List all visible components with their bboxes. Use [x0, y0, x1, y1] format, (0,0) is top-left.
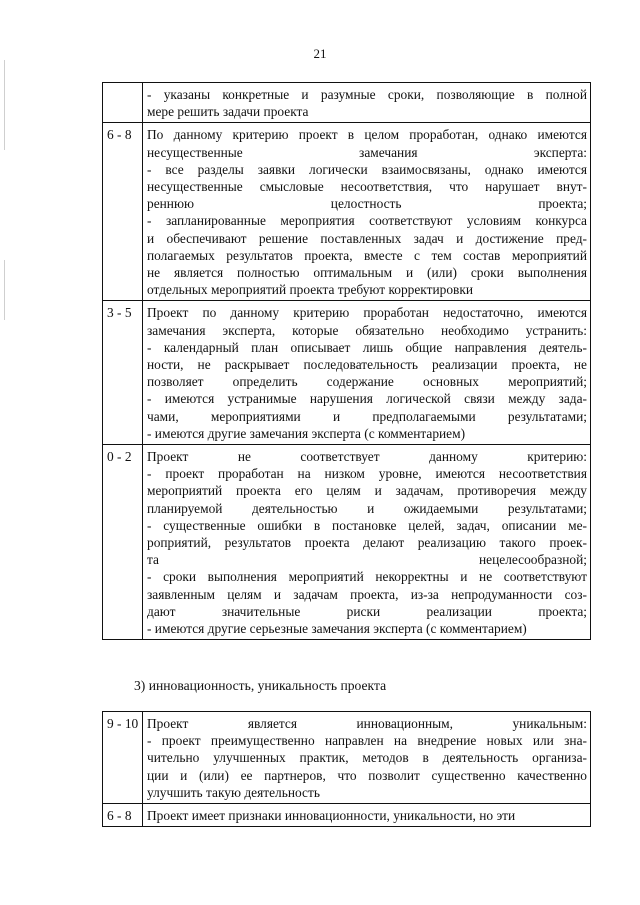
score-cell: 6 - 8: [103, 804, 143, 827]
description-line: мероприятий проекта его целям и задачам, противоречия между: [147, 483, 587, 499]
score-cell: 6 - 8: [103, 123, 143, 301]
description-cell: [143, 83, 591, 123]
description-line: Проект имеет признаки инновационности, уникальности, но эти: [147, 808, 516, 824]
table-row: [103, 712, 591, 804]
criteria-table-innovation: [102, 711, 591, 827]
description-line: та нецелесообразной;: [147, 552, 587, 568]
description-line: полагаемых результатов проекта, вместе с тем состав мероприятий: [147, 247, 587, 263]
scan-edge-mark: [4, 260, 5, 320]
description-line: несущественные смысловые несоответствия, что нарушает внут-: [147, 179, 587, 195]
description-line: - сроки выполнения мероприятий некорректны и не соответствуют: [147, 569, 587, 585]
page-number: 21: [313, 46, 327, 61]
description-line: - проект проработан на низком уровне, имеются несоответствия: [147, 466, 587, 482]
description-line: - существенные ошибки в постановке целей, задач, описании ме-: [147, 517, 587, 533]
description-line: замечания эксперта, которые обязательно необходимо устранить:: [147, 322, 587, 338]
score-cell: 0 - 2: [103, 445, 143, 640]
description-line: Проект является инновационным, уникальным:: [147, 716, 587, 731]
description-cell: [143, 123, 591, 301]
description-line: заявленным целям и задачам проекта, из-за непродуманности соз-: [147, 586, 587, 602]
description-line: дают значительные риски реализации проекта;: [147, 603, 587, 619]
criteria-table-body: [103, 83, 591, 640]
description-cell: [143, 445, 591, 640]
description-line: и обеспечивают решение поставленных задач и достижение пред-: [147, 230, 587, 246]
description-line: - проект преимущественно направлен на внедрение новых или зна-: [147, 733, 587, 749]
description-cell: [143, 301, 591, 445]
description-line: - имеются другие замечания эксперта (с комментарием): [147, 425, 466, 441]
description-line: мере решить задачи проекта: [147, 104, 309, 120]
table-row: [103, 804, 591, 827]
description-line: позволяет определить содержание основных мероприятий;: [147, 374, 587, 390]
description-line: чительно улучшенных практик, методов в деятельность организа-: [147, 750, 587, 766]
description-cell: [143, 804, 591, 827]
description-line: планируемой деятельностью и ожидаемыми результатами;: [147, 500, 587, 516]
description-line: Проект не соответствует данному критерию:: [147, 449, 587, 465]
description-line: - все разделы заявки логически взаимосвязаны, однако имеются: [147, 161, 587, 177]
table-row: [103, 301, 591, 445]
description-line: чами, мероприятиями и предполагаемыми результатами;: [147, 408, 587, 424]
description-line: улучшить такую деятельность: [147, 784, 320, 800]
table-row: [103, 123, 591, 301]
criteria-table-continued: [102, 82, 591, 640]
description-line: - имеются устранимые нарушения логической связи между зада-: [147, 391, 587, 407]
section-heading: 3) инновационность, уникальность проекта: [134, 678, 387, 693]
description-line: - запланированные мероприятия соответствуют условиям конкурса: [147, 213, 587, 229]
description-line: - имеются другие серьезные замечания эксперта (с комментарием): [147, 621, 527, 637]
description-line: ности, не раскрывает последовательность реализации проекта, не: [147, 357, 587, 373]
score-cell: 3 - 5: [103, 301, 143, 445]
table-row: [103, 83, 591, 123]
description-cell: [143, 712, 591, 804]
description-line: Проект по данному критерию проработан недостаточно, имеются: [147, 305, 587, 321]
description-line: реннюю целостность проекта;: [147, 196, 587, 212]
table-row: [103, 445, 591, 640]
scan-edge-mark: [4, 60, 5, 150]
score-cell: 9 - 10: [103, 712, 143, 804]
score-cell: [103, 83, 143, 123]
description-line: По данному критерию проект в целом проработан, однако имеются: [147, 127, 587, 143]
description-line: не является полностью оптимальным и (или) сроки выполнения: [147, 265, 587, 281]
description-line: отдельных мероприятий проекта требуют корректировки: [147, 282, 474, 298]
description-line: роприятий, результатов проекта делают реализацию такого проек-: [147, 535, 587, 551]
description-line: - календарный план описывает лишь общие направления деятель-: [147, 339, 587, 355]
description-line: - указаны конкретные и разумные сроки, позволяющие в полной: [147, 87, 587, 102]
description-line: несущественные замечания эксперта:: [147, 144, 587, 160]
criteria-table-body: [103, 712, 591, 827]
description-line: ции и (или) ее партнеров, что позволит существенно качественно: [147, 767, 587, 783]
